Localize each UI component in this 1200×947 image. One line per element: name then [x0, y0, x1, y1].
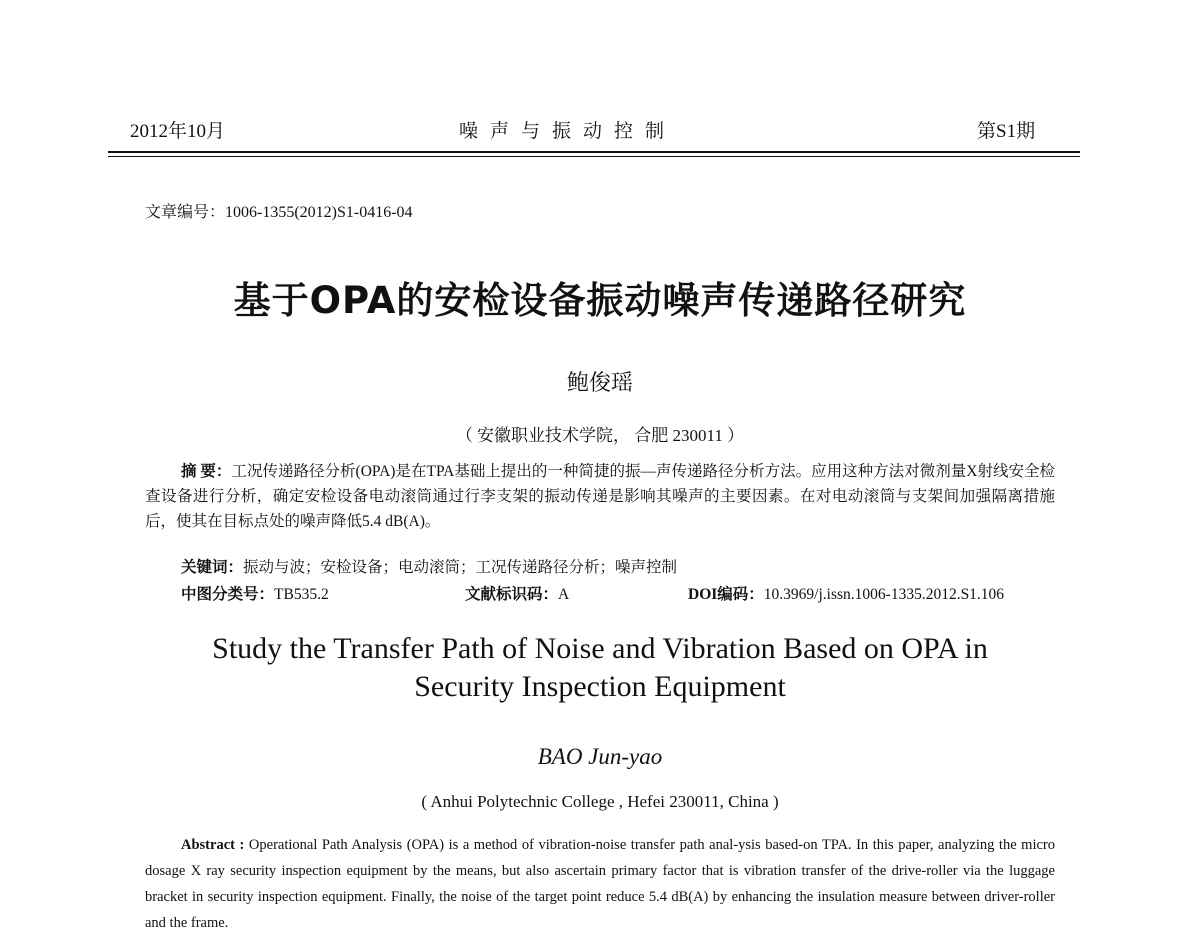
- abstract-english-text: Operational Path Analysis (OPA) is a method of vibration-noise transfer path anal-ysis based-on TPA. In this paper, analyzing the micro dosage X ray security inspection equipment by the means, but also ascertain primary factor that is vibration transfer of the drive-roller via the luggage bracket in security inspection equipment. Finally, the noise of the target point reduce 5.4 dB(A) by enhancing the insulation measure between driver-roller and the frame.: [145, 837, 1056, 931]
- keywords: [181, 555, 677, 577]
- classification-number: [181, 582, 329, 604]
- header-rule-thin: [108, 156, 1080, 157]
- abstract-english-label: Abstract :: [181, 837, 245, 853]
- doi: [688, 582, 1004, 604]
- abstract-chinese-label: 摘 要：: [181, 463, 232, 480]
- abstract-chinese: [145, 459, 1055, 534]
- keywords-text: 振动与波；安检设备；电动滚筒；工况传递路径分析；噪声控制: [243, 559, 678, 576]
- header-journal-name: 噪声与振动控制: [459, 121, 677, 142]
- article-number: 文章编号：1006-1355(2012)S1-0416-04: [145, 204, 413, 221]
- document-code: [465, 582, 569, 604]
- title-chinese: 基于OPA的安检设备振动噪声传递路径研究: [233, 279, 967, 322]
- title-english-line1: Study the Transfer Path of Noise and Vibration Based on OPA in: [212, 632, 988, 665]
- author-english: BAO Jun-yao: [537, 744, 663, 769]
- affiliation-chinese: （ 安徽职业技术学院， 合肥 230011 ）: [455, 426, 745, 445]
- document-code-label: 文献标识码：: [465, 586, 559, 603]
- abstract-english: [145, 832, 1055, 936]
- title-english: [0, 630, 1200, 706]
- affiliation-english: ( Anhui Polytechnic College , Hefei 230011, China ): [421, 792, 779, 811]
- author-chinese: 鲍俊瑶: [566, 370, 633, 395]
- abstract-chinese-text: 工况传递路径分析(OPA)是在TPA基础上提出的一种简捷的振—声传递路径分析方法。应用这种方法对微剂量X射线安全检查设备进行分析，确定安检设备电动滚筒通过行李支架的振动传递是影响其噪声的主要因素。在对电动滚筒与支架间加强隔离措施后，使其在目标点处的噪声降低5.4 dB(A)。: [145, 463, 1055, 530]
- classification-value: TB535.2: [274, 586, 329, 603]
- document-code-value: A: [558, 586, 570, 603]
- doi-value: 10.3969/j.issn.1006-1335.2012.S1.106: [763, 586, 1005, 603]
- header-rule-thick: [108, 151, 1080, 153]
- doi-label: DOI编码：: [688, 586, 764, 603]
- title-english-line2: Security Inspection Equipment: [414, 670, 786, 703]
- header-issue: 第S1期: [977, 121, 1036, 142]
- classification-label: 中图分类号：: [181, 586, 275, 603]
- keywords-label: 关键词：: [181, 559, 244, 576]
- header-date: 2012年10月: [130, 121, 226, 142]
